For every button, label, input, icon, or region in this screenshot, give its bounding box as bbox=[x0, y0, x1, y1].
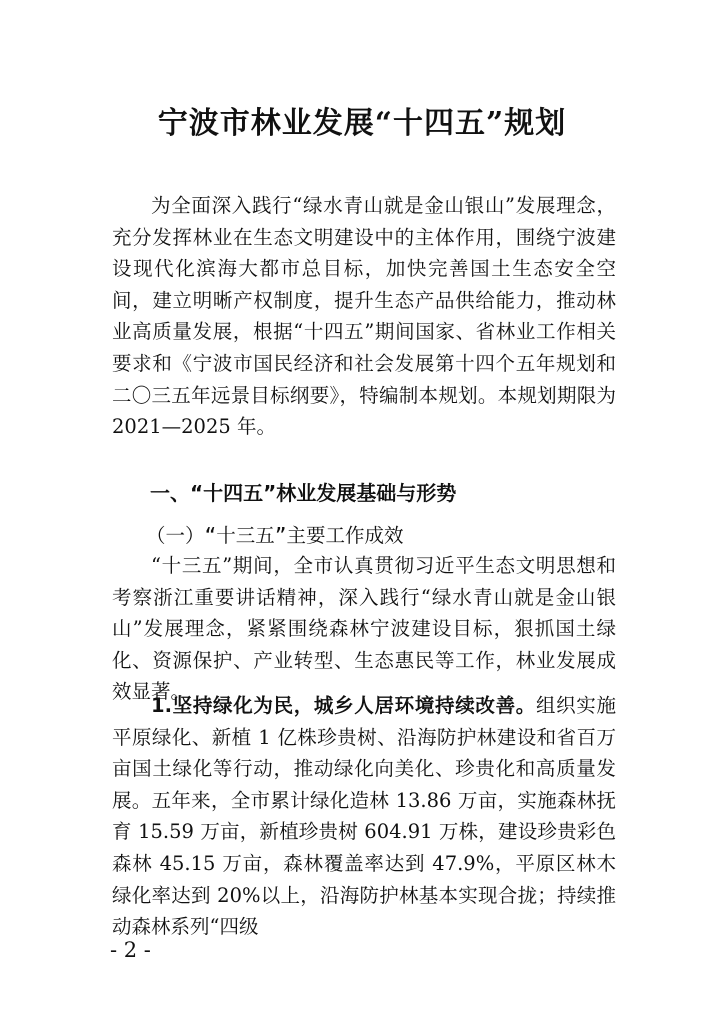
item-text: 组织实施平原绿化、新植 1 亿株珍贵树、沿海防护林建设和省百万亩国土绿化等行动，推动绿化向美化、珍贵化和高质量发展。五年来，全市累计绿化造林 13.86 万亩，实施森林抚育 15.59 万亩，新植珍贵树 604.91 万株，建设珍贵彩色森林 45.15 万亩，森林覆盖率达到 47.9%，平原区林木绿化率达到 20%以上，沿海防护林基本实现合拢；持续推动森林系列“四级 bbox=[112, 694, 616, 939]
intro-paragraph: 为全面深入践行“绿水青山就是金山银山”发展理念，充分发挥林业在生态文明建设中的主体作用，围绕宁波建设现代化滨海大都市总目标，加快完善国土生态安全空间，建立明晰产权制度，提升生态产品供给能力，推动林业高质量发展，根据“十四五”期间国家、省林业工作相关要求和《宁波市国民经济和社会发展第十四个五年规划和二〇三五年远景目标纲要》，特编制本规划。本规划期限为 2021—2025 年。 bbox=[112, 194, 616, 439]
item-paragraph bbox=[112, 690, 616, 943]
document-title: 宁波市林业发展“十四五”规划 bbox=[157, 106, 567, 141]
section-heading: 一、“十四五”林业发展基础与形势 bbox=[150, 481, 457, 505]
item-lead: 1.坚持绿化为民，城乡人居环境持续改善。 bbox=[151, 694, 536, 717]
subsection-paragraph: “十三五”期间，全市认真贯彻习近平生态文明思想和考察浙江重要讲话精神，深入践行“绿水青山就是金山银山”发展理念，紧紧围绕森林宁波建设目标，狠抓国土绿化、资源保护、产业转型、生态惠民等工作，林业发展成效显著。 bbox=[112, 554, 616, 704]
page-number: - 2 - bbox=[110, 938, 151, 962]
subsection-heading: （一）“十三五”主要工作成效 bbox=[146, 524, 404, 547]
